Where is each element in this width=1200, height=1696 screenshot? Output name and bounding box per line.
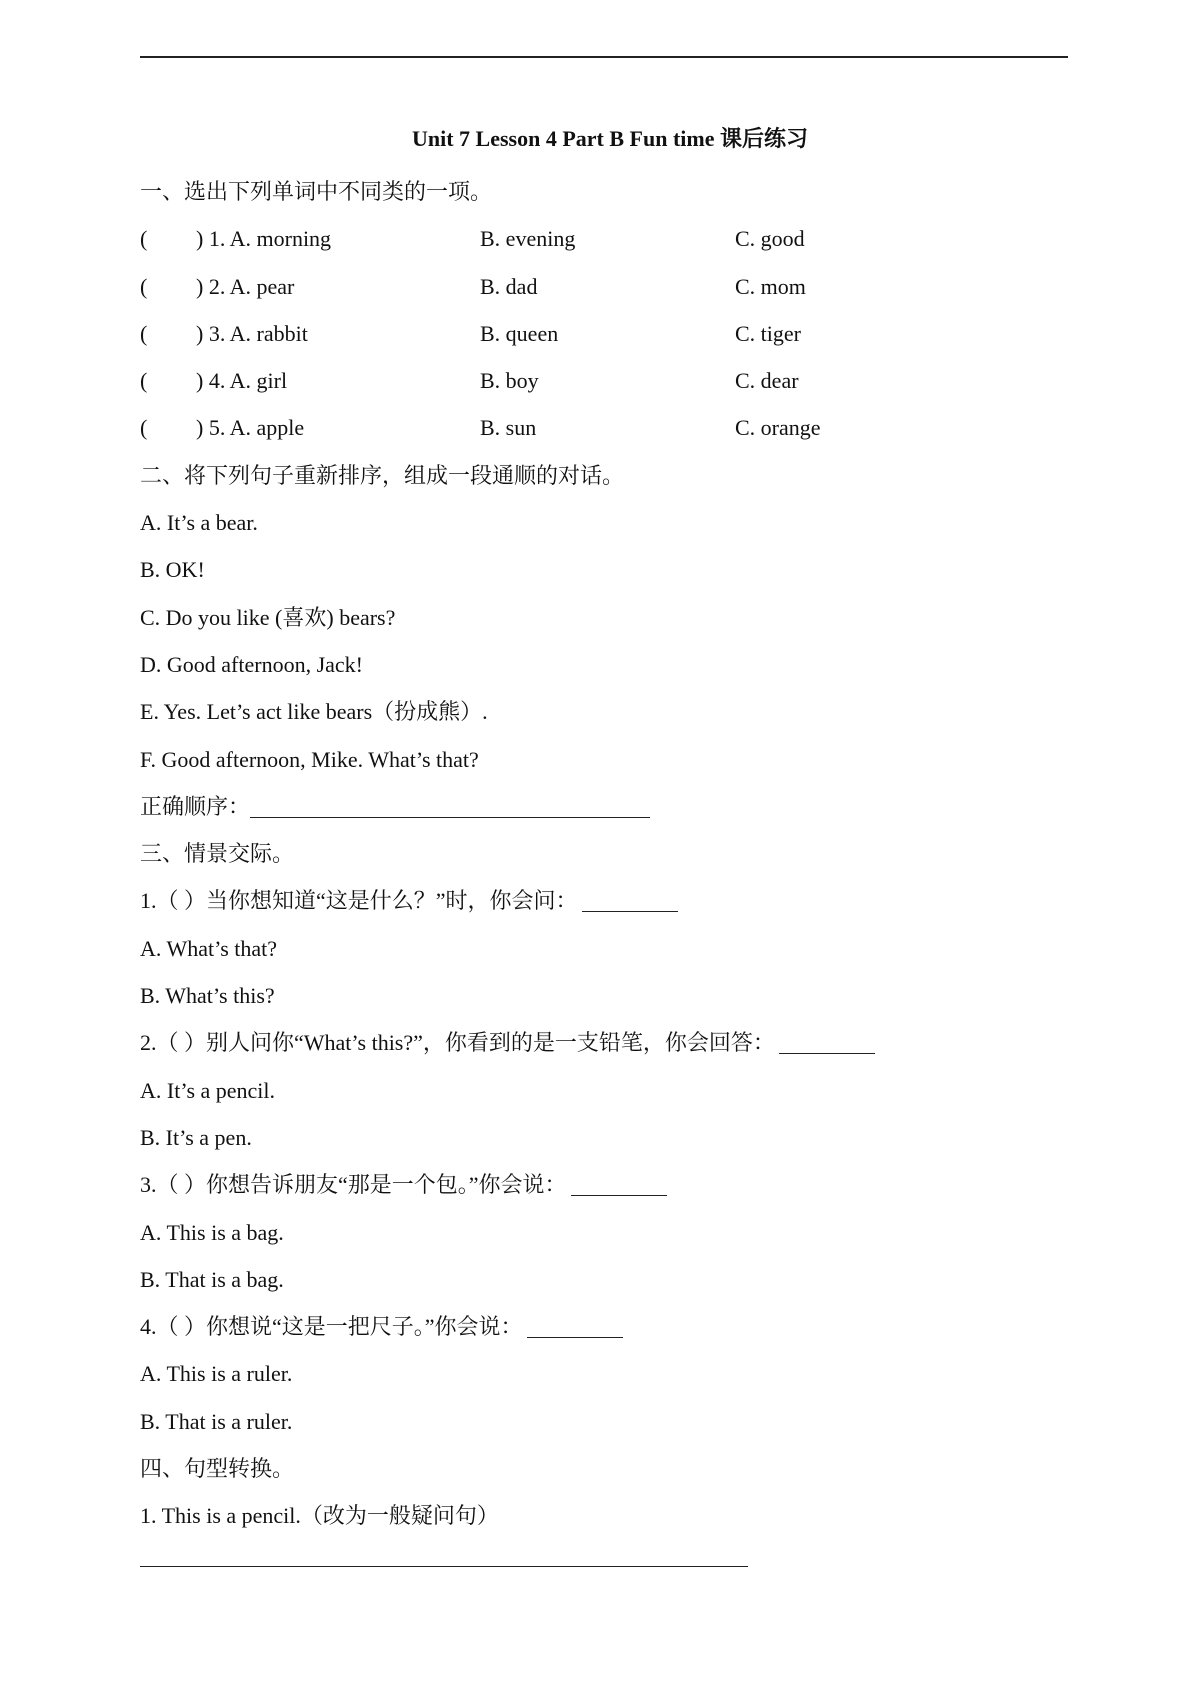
question-stem: 3.（ ）你想告诉朋友“那是一个包。”你会说： — [140, 1172, 567, 1198]
question-1-option-a: A. What’s that? — [140, 935, 278, 961]
choice-row-4 — [140, 357, 1080, 404]
question-stem: 1.（ ）当你想知道“这是什么？”时，你会问： — [140, 888, 578, 914]
dialog-sentence-b: B. OK! — [140, 557, 205, 583]
option-b: B. sun — [480, 415, 537, 441]
choice-row-3 — [140, 310, 1080, 357]
answer-paren[interactable]: ( — [140, 226, 148, 252]
question-3 — [140, 1161, 1080, 1208]
section4-heading: 四、句型转换。 — [140, 1456, 295, 1482]
question-2-option-a: A. It’s a pencil. — [140, 1077, 276, 1103]
question-4-option-b: B. That is a ruler. — [140, 1408, 293, 1434]
option-a: ) 5. A. apple — [196, 415, 305, 441]
option-c: C. orange — [735, 415, 821, 441]
answer-paren[interactable]: ( — [140, 368, 148, 394]
section2-heading: 二、将下列句子重新排序，组成一段通顺的对话。 — [140, 462, 625, 488]
question-3-option-a: A. This is a bag. — [140, 1219, 284, 1245]
answer-blank[interactable] — [527, 1311, 623, 1338]
choice-row-5 — [140, 404, 1080, 451]
dialog-sentence-d: D. Good afternoon, Jack! — [140, 651, 363, 677]
question-4 — [140, 1303, 1080, 1350]
question-1-option-b: B. What’s this? — [140, 983, 275, 1009]
section1-heading: 一、选出下列单词中不同类的一项。 — [140, 179, 493, 204]
question-2 — [140, 1019, 1080, 1066]
option-c: C. mom — [735, 273, 806, 299]
transform-answer-line[interactable] — [140, 1566, 748, 1567]
worksheet-title: Unit 7 Lesson 4 Part B Fun time 课后练习 — [411, 126, 808, 151]
order-label: 正确顺序： — [140, 793, 251, 819]
answer-paren[interactable]: ( — [140, 273, 148, 299]
question-stem: 2.（ ）别人问你“What’s this?”，你看到的是一支铅笔，你会回答： — [140, 1030, 775, 1056]
option-a: ) 4. A. girl — [196, 368, 288, 394]
choice-row-2 — [140, 263, 1080, 310]
order-answer-blank[interactable] — [250, 791, 650, 818]
option-b: B. dad — [480, 273, 538, 299]
order-answer-row — [140, 783, 1080, 830]
dialog-sentence-e: E. Yes. Let’s act like bears（扮成熊）. — [140, 699, 488, 725]
option-c: C. tiger — [735, 320, 801, 346]
dialog-sentence-a: A. It’s a bear. — [140, 510, 258, 536]
answer-blank[interactable] — [582, 885, 678, 912]
option-a: ) 2. A. pear — [196, 273, 295, 299]
option-b: B. queen — [480, 320, 559, 346]
option-a: ) 1. A. morning — [196, 226, 332, 252]
dialog-sentence-c: C. Do you like (喜欢) bears? — [140, 604, 396, 630]
worksheet — [140, 122, 1080, 1540]
answer-paren[interactable]: ( — [140, 415, 148, 441]
header-rule — [140, 56, 1068, 58]
option-c: C. dear — [735, 368, 799, 394]
question-2-option-b: B. It’s a pen. — [140, 1124, 252, 1150]
option-b: B. evening — [480, 226, 576, 252]
section3-heading: 三、情景交际。 — [140, 841, 295, 867]
choice-row-1 — [140, 215, 1080, 262]
question-stem: 4.（ ）你想说“这是一把尺子。”你会说： — [140, 1314, 523, 1340]
transform-item-1: 1. This is a pencil.（改为一般疑问句） — [140, 1503, 499, 1529]
dialog-sentence-f: F. Good afternoon, Mike. What’s that? — [140, 746, 479, 772]
option-a: ) 3. A. rabbit — [196, 320, 308, 346]
option-b: B. boy — [480, 368, 539, 394]
answer-paren[interactable]: ( — [140, 320, 148, 346]
question-4-option-a: A. This is a ruler. — [140, 1361, 293, 1387]
answer-blank[interactable] — [571, 1169, 667, 1196]
answer-blank[interactable] — [779, 1027, 875, 1054]
question-1 — [140, 877, 1080, 924]
question-3-option-b: B. That is a bag. — [140, 1266, 284, 1292]
option-c: C. good — [735, 226, 805, 252]
